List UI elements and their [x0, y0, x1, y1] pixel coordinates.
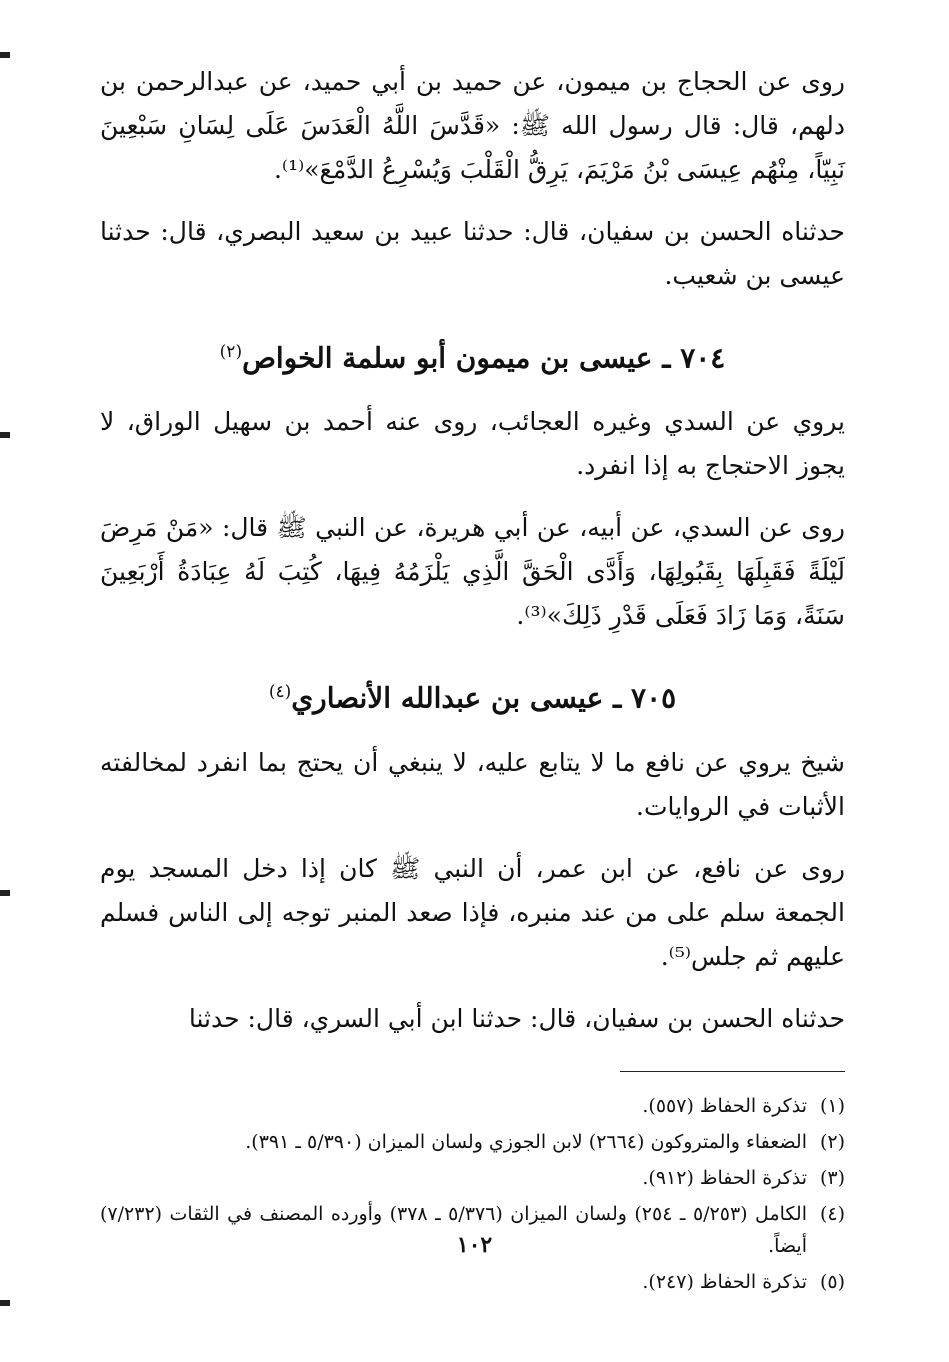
footnote-number: (٤) — [819, 1202, 845, 1225]
footnote-2 — [100, 1126, 845, 1158]
footnote-3 — [100, 1162, 845, 1194]
footnote-ref-2: (٢) — [219, 342, 243, 362]
paragraph-704-hadith: روى عن السدي، عن أبيه، عن أبي هريرة، عن النبي ﷺ قال: «مَنْ مَرِضَ لَيْلَةً فَقَبِلَهَا بِقَبُولِهَا، وَأَدَّى الْحَقَّ الَّذِي يَلْزَمُهُ فِيهَا، كُتِبَ لَهُ عِبَادَةُ أَرْبَعِينَ سَنَةً، وَمَا زَادَ فَعَلَى قَدْرِ ذَلِكَ»⁽³⁾. — [100, 513, 845, 631]
footnote-text: تذكرة الحفاظ (٥٥٧). — [642, 1094, 807, 1117]
footnote-ref-4: (٤) — [268, 682, 292, 703]
footnote-5 — [100, 1266, 845, 1298]
footnote-number: (٢) — [819, 1130, 845, 1153]
footnote-text: الضعفاء والمتروكون (٢٦٦٤) لابن الجوزي ولسان الميزان (٥/٣٩٠ ـ ٣٩١). — [245, 1130, 807, 1153]
paragraph-705-hadith: روى عن نافع، عن ابن عمر، أن النبي ﷺ كان إذا دخل المسجد يوم الجمعة سلم على من عند منبره، فإذا صعد المنبر توجه إلى الناس فسلم عليهم ثم جلس⁽⁵⁾. — [100, 853, 845, 971]
entry-heading-705 — [100, 672, 845, 718]
entry-heading-704-text: ٧٠٤ ـ عيسى بن ميمون أبو سلمة الخواص — [242, 341, 726, 375]
entry-heading-705-text: ٧٠٥ ـ عيسى بن عبدالله الأنصاري — [291, 681, 677, 715]
footnote-text: تذكرة الحفاظ (٩١٢). — [642, 1166, 807, 1189]
paragraph-705-chain: حدثناه الحسن بن سفيان، قال: حدثنا ابن أبي السري، قال: حدثنا — [188, 1003, 845, 1033]
footnote-number: (١) — [819, 1094, 845, 1117]
paragraph-hadith-lentils: روى عن الحجاج بن ميمون، عن حميد بن أبي حميد، عن عبدالرحمن بن دلهم، قال: قال رسول الله ﷺ: «قَدَّسَ اللَّهُ الْعَدَسَ عَلَى لِسَانِ سَبْعِينَ نَبِيّاً، مِنْهُم عِيسَى بْنُ مَرْيَمَ، يَرِقُّ الْقَلْبَ وَيُسْرِعُ الدَّمْعَ»⁽¹⁾. — [100, 67, 845, 184]
paragraph-705-bio: شيخ يروي عن نافع ما لا يتابع عليه، لا ينبغي أن يحتج بما انفرد لمخالفته الأثبات في الروايات. — [100, 747, 845, 821]
footnote-1 — [100, 1090, 845, 1122]
scan-edge-mark — [0, 52, 10, 58]
entry-heading-704 — [100, 332, 845, 378]
paragraph-704-bio: يروي عن السدي وغيره العجائب، روى عنه أحمد بن سهيل الوراق، لا يجوز الاحتجاج به إذا انفرد. — [100, 407, 845, 481]
scan-edge-mark — [0, 432, 10, 438]
book-page — [100, 60, 845, 1302]
page-number: ١٠٢ — [456, 1232, 493, 1258]
footnote-number: (٥) — [819, 1270, 845, 1293]
scan-edge-mark — [0, 890, 10, 896]
footnote-number: (٣) — [819, 1166, 845, 1189]
footnote-text: الكامل (٥/٢٥٣ ـ ٢٥٤) ولسان الميزان (٥/٣٧٦ ـ ٣٧٨) وأورده المصنف في الثقات (٧/٢٣٢) أيضاً. — [100, 1202, 807, 1257]
footnote-separator — [620, 1071, 845, 1072]
paragraph-chain-narration: حدثناه الحسن بن سفيان، قال: حدثنا عبيد بن سعيد البصري، قال: حدثنا عيسى بن شعيب. — [100, 217, 845, 290]
scan-edge-mark — [0, 1300, 10, 1306]
footnote-text: تذكرة الحفاظ (٢٤٧). — [642, 1270, 807, 1293]
